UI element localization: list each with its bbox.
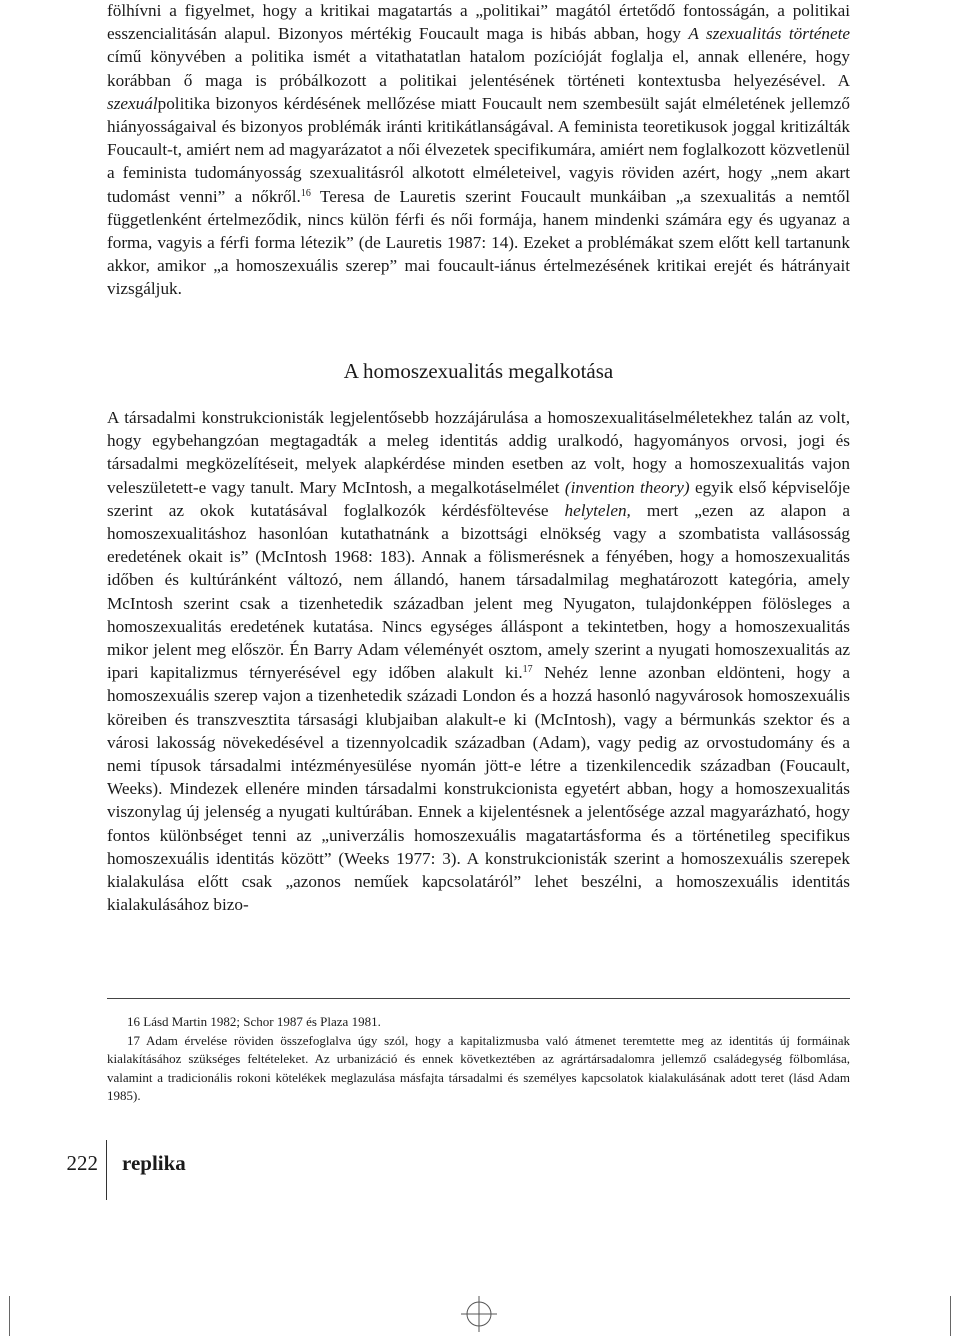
folio-divider [106,1140,107,1200]
p2-text-3: mert „ezen az alapon a homoszexualitáshoz hasonlóan kutathatnánk a bizottsági elnökség vagy a szombatista vallásosság eredetének okait is” (McIntosh 1968: 183). Annak a fölismerésnek a fényében, hogy a homoszexualitás időben és kultúránként változó, nem állandó, hanem társadalmilag meghatározott kategória, amely McIntosh szerint csak a tizenhetedik században jelent meg Nyugaton, tulajdonképpen fölösleges a homoszexualitás eredetének kutatása. Nincs egységes álláspont a tekintetben, hogy a homoszexualitás mikor jelent meg először. Én Barry Adam véleményét osztom, amely szerint a nyugati homoszexualitás az ipari kapitalizmus térnyerésével egy időben alakult ki. [107,500,850,683]
crop-mark-left [9,1296,10,1336]
p1-text-1: fölhívni a figyelmet, hogy a kritikai magatartás a „politikai” magától értetődő fontosságán, a politikai esszencialitásán alapul. Bizonyos mértékig Foucault maga is hibás abban, hogy [107,1,850,44]
p2-text-1: A társadalmi konstrukcionisták legjelentősebb hozzájárulása a homoszexualitáselméletekhez talán az volt, hogy egybehangzóan megtagadták a meleg identitás addig uralkodó, hagyományos orvosi, jogi és társadalmi megközelítéseit, melyek alapkérdése minden esetben az volt, hogy a homoszexualitás vajon veleszületett-e vagy tanult. Mary McIntosh, a megalkotáselmélet [107,408,850,497]
p1-text-3: politika bizonyos kérdésének mellőzése miatt Foucault nem szembesült saját elméletének jellemző hiányosságaival és bizonyos problémák iránti kritikátlanságával. A feminista teoretikusok joggal kritizálták Foucault-t, amiért nem ad magyarázatot a női élvezetek specifikumára, amiért nem foglalkozott közvetlenül a feminista tudományosság szexualitásról alkotott elméleteivel, vagyis röviden azért, hogy „nem akart tudomást venni” a nőkről. [107,93,850,206]
emphasis-helytelen: helytelen, [564,500,631,520]
footnote-ref-17: 17 [522,664,533,676]
body-paragraph-1 [107,0,850,301]
footnote-divider [107,998,850,999]
footnotes [107,1013,850,1106]
journal-name: replika [122,1151,186,1175]
body-paragraph-2 [107,406,850,916]
emphasis-invention-theory: (invention theory) [564,477,690,497]
p2-text-4: Nehéz lenne azonban eldönteni, hogy a homoszexuális szerep vajon a tizenhetedik századi London és a hozzá hasonló nagyvárosok homoszexuális köreiben és transzvesztita társasági klubjaiban alakult-e ki (McIntosh), vagy a bérmunkás szektor és a városi lakosság növekedésével a tizennyolcadik században (Adam), vagy pedig az orvostudomány és a nemi típusok társadalmi intézményesülése nyomán jött-e létre a tizenkilencedik században (Foucault, Weeks). Mindezek ellenére minden társadalmi konstrukcionista egyetért abban, hogy a homoszexualitás viszonylag új jelenség a nyugati kultúrában. Ennek a kijelentésnek a jelentősége azzal magyarázható, hogy fontos különbséget tenni az „univerzális homoszexuális magatartásforma és a történetileg specifikus homoszexuális identitás között” (Weeks 1977: 3). A konstrukcionisták szerint a homoszexuális szerepek kialakulása előtt csak „azonos neműek kapcsolatáról” lehet beszélni, a homoszexuális identitás kialakulásához bizo- [107,663,850,915]
section-heading: A homoszexualitás megalkotása [343,359,614,383]
book-title: A szexualitás története [688,24,850,44]
emphasized-word: szexuál [107,93,158,113]
page-number: 222 [66,1151,98,1175]
p2-text-2: egyik első képviselője szerint az okok kutatásával foglalkozók kérdésföltevése [107,477,850,520]
p1-text-4: Teresa de Lauretis szerint Foucault munkáiban „a szexualitás a nemtől függetlenként értelmeződik, nincs külön férfi és női formája, hanem mindenki számára egy és ugyanaz a forma, vagyis a férfi forma létezik” (de Lauretis 1987: 14). Ezeket a problémákat szem előtt kell tartanunk akkor, amikor „a homoszexuális szerep” mai foucault-iánus értelmezésének kritikai erejét és hátrányait vizsgáljuk. [107,186,850,299]
registration-mark-icon [461,1296,497,1332]
footnote-ref-16: 16 [300,187,311,199]
footnote-17: 17 Adam érvelése röviden összefoglalva úgy szól, hogy a kapitalizmusba való átmenet teremtette meg az identitás új formáinak kialakításához szükséges feltételeket. Az urbanizáció és ennek következtében az agrártársadalomra jellemző családegység fölbomlása, valamint a tradicionális rokoni kötelékek meglazulása másfajta társadalmi és személyes kapcsolatok kialakulásának adott teret (lásd Adam 1985). [107,1032,850,1103]
p1-text-2: című könyvében a politika ismét a vitathatatlan hatalom pozícióját foglalja el, annak ellenére, hogy korábban ő maga is próbálkozott a politikai jelentésének történeti kontextusba helyezésével. A [107,47,850,90]
footnote-16: 16 Lásd Martin 1982; Schor 1987 és Plaza 1981. [127,1014,381,1029]
crop-mark-right [950,1296,951,1336]
